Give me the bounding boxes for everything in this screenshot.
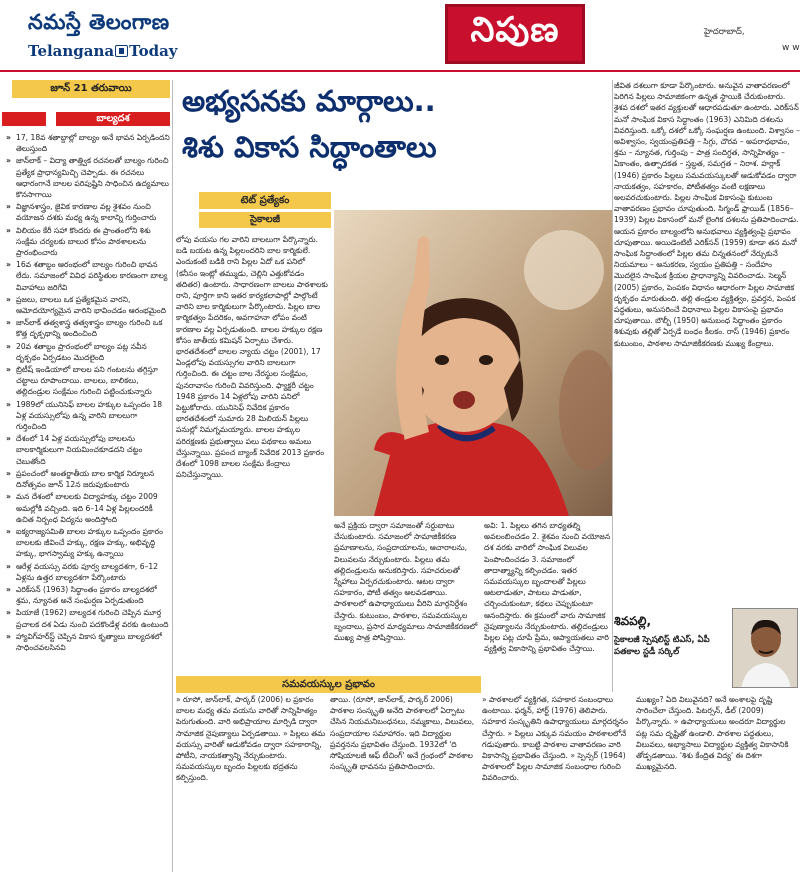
column-divider [172,80,173,872]
list-item: » 16వ శతాబ్దం ఆరంభంలో బాల్యం గురించి భావన లేదు. సమాజంలో వివిధ పరిస్థితుల కారణంగా బాల్య వివాహాలు జరిగేవి [4,259,170,293]
section-bar-block [2,112,46,126]
bottom-column-4-text: ముఖ్యం? ఏది విలువైనది? అనే అంశాలపై దృష్టి సారించేలా చేస్తుంది. పిటర్సన్, డీల్ (2009) పేర్కొన్నారు. » ఉపాధ్యాయులు అందరూ విద్యార్థుల పట్ల సమ దృష్టితో ఉండాలి. పాఠశాల పద్ధతులు, విలువలు, అభ్యాసాలు విద్యార్థుల వ్యక్తిత్వ వికాసానికి తోడ్పడతాయి. 'శిశు కేంద్రిత విద్య' ఈ దిశగా ముఖ్యమైనది. [636,695,789,772]
list-item: » దేశంలో 14 ఏళ్ల వయస్సులోపు బాలలను బాలకార్మికులుగా నియమించకూడదని చట్టం చెబుతోంది [4,433,170,467]
top-divider [0,70,800,72]
list-item: » మన దేశంలో బాలలకు విద్యాహక్కు చట్టం 2009 అమల్లోకి వచ్చింది. ఇది 6–14 ఏళ్ల పిల్లలందరికీ ఉచిత నిర్బంధ విద్యను అందిస్తోంది [4,491,170,525]
author-name: శివపల్లి, [614,614,652,628]
masthead-english-right: Today [129,42,178,60]
website-text: w w [782,43,800,53]
section-bar [2,112,170,126]
list-item: » 20వ శతాబ్దం ప్రారంభంలో బాల్యం పట్ల నవీన దృక్పథం ఏర్పడటం మొదలైంది [4,341,170,363]
masthead-logo [28,10,228,60]
subhead-bar: సమవయస్కుల ప్రభావం [176,676,481,693]
list-item: » ఐక్యరాజ్యసమితి బాలల హక్కుల ఒప్పందం ప్రకారం బాలలకు జీవించే హక్కు, రక్షణ హక్కు, అభివృద్ధి హక్కు, భాగస్వామ్య హక్కు ఉన్నాయి [4,526,170,560]
list-item: » ప్రపంచంలో అంతర్జాతీయ బాల కార్మిక నిర్మూలన దినోత్సవం జూన్ 12న జరుపుకుంటారు [4,468,170,490]
bottom-column-1 [176,694,326,872]
section-label: బాల్యదశ [56,112,170,126]
author-portrait [733,609,798,688]
headline [182,78,582,170]
location-text: హైదరాబాద్, [704,27,745,37]
bottom-column-2-text: తాయి. (రూసో, జాన్‌లాక్, పార్కర్ 2006) పాఠశాల సంస్కృతి అనేది పాఠశాలలో ఏర్పాటు చేసిన నియమనిబంధనలు, నమ్మకాలు, విలువలు, సంప్రదాయాల సమాహారం. ఇది విద్యార్థుల ప్రవర్తనను ప్రభావితం చేస్తుంది. 1932లో 'ది సోషియాలజీ ఆఫ్ టీచింగ్' అనే గ్రంథంలో పాఠశాల సంస్కృతి భావనను ప్రతిపాదించారు. [330,695,475,772]
child-illustration [334,210,612,516]
bottom-column-4 [636,694,798,872]
photo-caption-left-text: అనే ప్రక్రియ ద్వారా సమాజంతో సర్దుబాటు చేసుకుంటారు. సమాజంలో సామాజికీకరణ ప్రమాణాలను, సంప్రదాయాలను, ఆచారాలను, విలువలను నేర్చుకుంటారు. పిల్లలు తమ తల్లిదండ్రులను అనుకరిస్తారు. సహచరులతో స్నేహాలు ఏర్పరచుకుంటారు. ఆటల ద్వారా సహకారం, పోటీ తత్వం అలవడతాయి. పాఠశాలలో ఉపాధ్యాయులు వీరిని మార్గనిర్దేశం చేస్తారు. కుటుంబం, పాఠశాల, సమవయస్కుల బృందాలు, ప్రసార మాధ్యమాలు సామాజికీకరణలో ముఖ్య పాత్ర పోషిస్తాయి. [334,521,478,643]
photo-caption-right-column [484,520,612,670]
right-column-divider [612,80,613,692]
list-item: » ప్రజలు, బాలలు ఒక ప్రత్యేకమైన వారని, ఆమోదయోగ్యమైన వారిని భావించడం ఆరంభమైంది [4,294,170,316]
author-box [614,602,800,694]
photo-caption-right-text: అవి: 1. పిల్లలు తగిన బాధ్యతల్ని అవలంబించడం 2. శైశవం నుంచి వయోజన దశ వరకు వారిలో సాంఘిక విలువల పెంపొందించడం 3. సమాజంలో తాదాత్మ్యాన్ని కల్పించడం. ఇతర సమవయస్కుల బృందాలతో పిల్లలు ఆటలాడుతూ, పాటలు పాడుతూ, చర్చించుకుంటూ, కథలు చెప్పుకుంటూ ఆనందిస్తారు. ఈ క్రమంలో వారు సామాజిక నైపుణ్యాలను నేర్చుకుంటారు. తల్లిదండ్రులు పిల్లల పట్ల చూపే ప్రేమ, ఆప్యాయతలు వారి వ్యక్తిత్వ వికాసాన్ని ప్రభావితం చేస్తాయి. [484,521,611,654]
bottom-column-3 [482,694,632,872]
list-item: » ఎరిక్‌సన్ (1963) సిద్ధాంతం ప్రకారం బాల్యదశలో శ్రమ, న్యూనత అనే సంఘర్షణ ఏర్పడుతుంది [4,584,170,606]
masthead-english-left: Telangana [28,42,115,60]
list-item: » 1989లో యునిసెఫ్ బాలల హక్కుల ఒప్పందం 18 ఏళ్ల వయస్సులోపు ఉన్న వారిని బాలలుగా గుర్తించింది [4,399,170,433]
brand-logo [445,4,585,64]
masthead-english-title [28,42,228,60]
author-role: సైకాలజీ స్పెషలిస్ట్ టిఎస్, ఏపీ పతకాల స్టడీ సర్కిల్ [614,635,710,657]
middle-column [176,234,328,672]
date-bar: జూన్ 21 తరువాయి [12,80,170,98]
left-column [2,80,170,872]
list-item: » హ్యావిగ్‌హర్‌స్ట్ చెప్పిన వికాస కృత్యాలు బాల్యదశలో సాధించవలసినవి [4,631,170,653]
right-column [614,80,800,602]
left-bullet-list [2,132,170,653]
photo-caption-left-column [334,520,480,670]
middle-column-text: లోపు వయసు గల వారిని బాలలుగా పేర్కొన్నారు. బడి బయట ఉన్న పిల్లలందరిని బాల కార్మికులే. ఎందుకంటే బడికి రాని పిల్లల ఏదో ఒక పనిలో (కనీసం ఇంట్లో తమ్ముడు, చెల్లిని ఎత్తుకోవడం తదితర) ఉంటారు. సాధారణంగా బాలలు పాఠశాలకు రాని, పూర్తిగా కాని ఇతర కార్యకలాపాల్లో పాల్గొంటే వారిని బాల కార్మికులుగా పేర్కొంటారు. పిల్లల బాల కార్మికత్వం పేదరికం, అవగాహనా లోపం వంటి కారణాల వల్ల ఏర్పడుతుంది. బాలల హక్కుల రక్షణ కోసం జాతీయ కమిషన్ ఏర్పాటు చేశారు. భారతదేశంలో బాలల న్యాయ చట్టం (2001), 17 ఏండ్లలోపు వయస్సుగల వారిని బాలలుగా గుర్తించింది. ఈ చట్టం బాల నేరస్థుల సంక్షేమం, పునరావాసం గురించి వివరిస్తుంది. ఫ్యాక్టరీ చట్టం 1948 ప్రకారం 14 ఏళ్లలోపు వారిని పనిలో పెట్టుకోరాదు. యునిసెఫ్ నివేదిక ప్రకారం భారతదేశంలో సుమారు 28 మిలియన్ పిల్లలు పనుల్లో నిమగ్నమయ్యారు. బాలల హక్కుల పరిరక్షణకు ప్రభుత్వాలు పలు పథకాలు అమలు చేస్తున్నాయి. ప్రపంచ బ్యాంక్ నివేదిక 2013 ప్రకారం దేశంలో 1098 బాలల సంక్షేమ కేంద్రాలు పనిచేస్తున్నాయి. [176,235,328,480]
right-column-text: జీవిత దశలుగా కూడా పేర్కొంటారు. అనువైన వాతావరణంలో పెరిగిన పిల్లలు సామాజికంగా ఉన్నత స్థాయికి చేరుకుంటారు. శైశవ దశలో ఇతర వ్యక్తులతో ఆధారపడుతూ ఉంటారు. ఎరిక్‌సన్ మనో సాంఘిక వికాస సిద్ధాంతం (1963) ఎనిమిది దశలను వివరిస్తుంది. ఒక్కో దశలో ఒక్కో సంఘర్షణ ఉంటుంది. విశ్వాసం – అవిశ్వాసం, స్వయంప్రతిపత్తి – సిగ్గు, చొరవ – అపరాధభావం, శ్రమ – న్యూనత, గుర్తింపు – పాత్ర సందిగ్ధత, సాన్నిహిత్యం – ఏకాంతం, ఉత్పాదకత – స్తబ్ధత, సమగ్రత – నిరాశ. హర్లాక్ (1946) ప్రకారం పిల్లలు సమవయస్కులతో ఆడుకోవడం ద్వారా నాయకత్వం, సహకారం, పోటీతత్వం వంటి లక్షణాలు అలవరచుకుంటారు. పిల్లల సాంఘిక వికాసంపై కుటుంబ వాతావరణం ప్రభావం చూపుతుంది. సిగ్మండ్ ఫ్రాయిడ్ (1856–1939) పిల్లల వికాసంలో మనో లైంగిక దశలను ప్రతిపాదించాడు. ఆయన ప్రకారం బాల్యంలోని అనుభవాలు వ్యక్తిత్వంపై ప్రభావం చూపుతాయి. అయిడెంటిటీ ఎరిక్‌సన్ (1959) కూడా తన మనో సాంఘిక సిద్ధాంతంలో పిల్లల తమ చిన్నతనంలో నేర్చుకునే నియమాలు – అనుకరణ, స్వయం ప్రతిపత్తి – సందేహం మొదలైన సాంఘిక క్రియల ప్రాధాన్యాన్ని వివరించాడు. సెల్మన్ (2005) ప్రకారం, పెంపకం విధానం ఆధారంగా పిల్లల సామాజిక దృక్పథం మారుతుంది. తల్లి తండ్రుల వ్యక్తిత్వం, ప్రవర్తన, పెంపక పద్ధతులు, అనుసరించే విధానాలు పిల్లల వికాసంపై ప్రభావం చూపుతాయి. బౌల్బీ (1950) అనుబంధ సిద్ధాంతం ప్రకారం శిశువుకు తల్లితో ఏర్పడే బంధం కీలకం. రాస్ (1946) ప్రకారం కుటుంబం, పాఠశాల సామాజికీకరణకు ముఖ్య కేంద్రాలు. [614,81,800,348]
emblem-icon [115,45,128,57]
list-item: » 17, 18వ శతాబ్దాల్లో బాల్యం అనే భావన ఏర్పడిందని తెలుస్తుంది [4,132,170,154]
list-item: » జాన్‌లాక్ తత్వశాస్త్ర తత్వశాస్త్రం బాల్యం గురించి ఒక కొత్త దృక్పథాన్ని అందించింది [4,317,170,339]
tag-special: టెట్ ప్రత్యేకం [199,192,331,209]
list-item: » విలియం కేరీ సహా కొందరు ఈ ప్రాంతంలోని శిశు సంక్షేమ చర్యలకు బాలుర కోసం పాఠశాలలను ప్రారంభించారు [4,225,170,259]
child-photo [334,210,612,516]
list-item: » పియాజే (1962) బాల్యదశ గురించి చెప్పిన మూర్త ప్రచాలక దశ ఏడు నుంచి పదకొండేళ్ల వరకు ఉంటుంది [4,607,170,629]
list-item: » బ్రిటీష్ ఇండియాలో బాలల పని గంటలను తగ్గిస్తూ చట్టాలు రూపొందాయి. బాలలు, బాలికలు, తల్లిదండ్రుల సంక్షేమం గురించి పట్టించుకున్నారు [4,364,170,398]
bottom-column-2 [330,694,476,872]
bottom-column-3-text: » పాఠశాలలో వ్యక్తిగత, సహకార సంబంధాలు ఉంటాయి. ఫర్మన్, హార్ట్ (1976) తెలిపారు. సహకార సంస్కృతిని ఉపాధ్యాయులు మార్గదర్శనం చేస్తారు. » పిల్లలు ఎక్కువ సమయం పాఠశాలలోనే గడుపుతారు. కాబట్టి పాఠశాల వాతావరణం వారి వికాసాన్ని ప్రభావితం చేస్తుంది. » స్పెన్సర్ (1964) పాఠశాలలో పిల్లల సామాజిక సంబంధాల గురించి వివరించారు. [482,695,628,783]
bottom-column-1-text: » రూసో, జాన్‌లాక్, పార్కర్ (2006) ల ప్రకారం బాలల మధ్య తమ వయసు వారితో సాన్నిహిత్యం పెరుగుతుంది. వారి అభిప్రాయాల మార్పిడి ద్వారా సామాజిక నైపుణ్యాలు ఏర్పడతాయి. » పిల్లలు తమ వయస్సు వారితో ఆడుకోవడం ద్వారా సహకారాన్ని, పోటీని, నాయకత్వాన్ని నేర్చుకుంటారు. సమవయస్కుల బృందం పిల్లలకు భద్రతను కల్పిస్తుంది. [176,695,326,783]
brand-title: నిపుణ [470,10,560,50]
list-item: » ఆరేళ్ల వయస్సు వరకు పూర్వ బాల్యదశగా, 6–12 ఏళ్లను ఉత్తర బాల్యదశగా పేర్కొంటారు [4,561,170,583]
headline-line-2: శిశు వికాస సిద్ధాంతాలు [182,130,437,164]
masthead-location [704,24,800,56]
list-item: » విజ్ఞానశాస్త్రం, జైవిక కారణాల వల్ల శైశవం నుంచి వయోజన దశకు మధ్య ఉన్న కాలాన్ని గుర్తించారు [4,201,170,223]
list-item: » జాన్‌లాక్ – విద్యా తాత్త్విక రచనలతో బాల్యం గురించి ప్రత్యేక ప్రాధాన్యమిచ్చి చెప్పాడు. ఈ రచనలు ఆధారంగానే బాలల పరిపుష్టిని సాధించిన ఉద్యమాలు కొనసాగాయి [4,155,170,200]
author-photo [732,608,798,688]
headline-line-1: అభ్యసనకు మార్గాలు.. [182,84,436,118]
tag-subject: సైకాలజీ [199,212,331,228]
masthead-telugu-title: నమస్తే తెలంగాణ [28,10,170,34]
